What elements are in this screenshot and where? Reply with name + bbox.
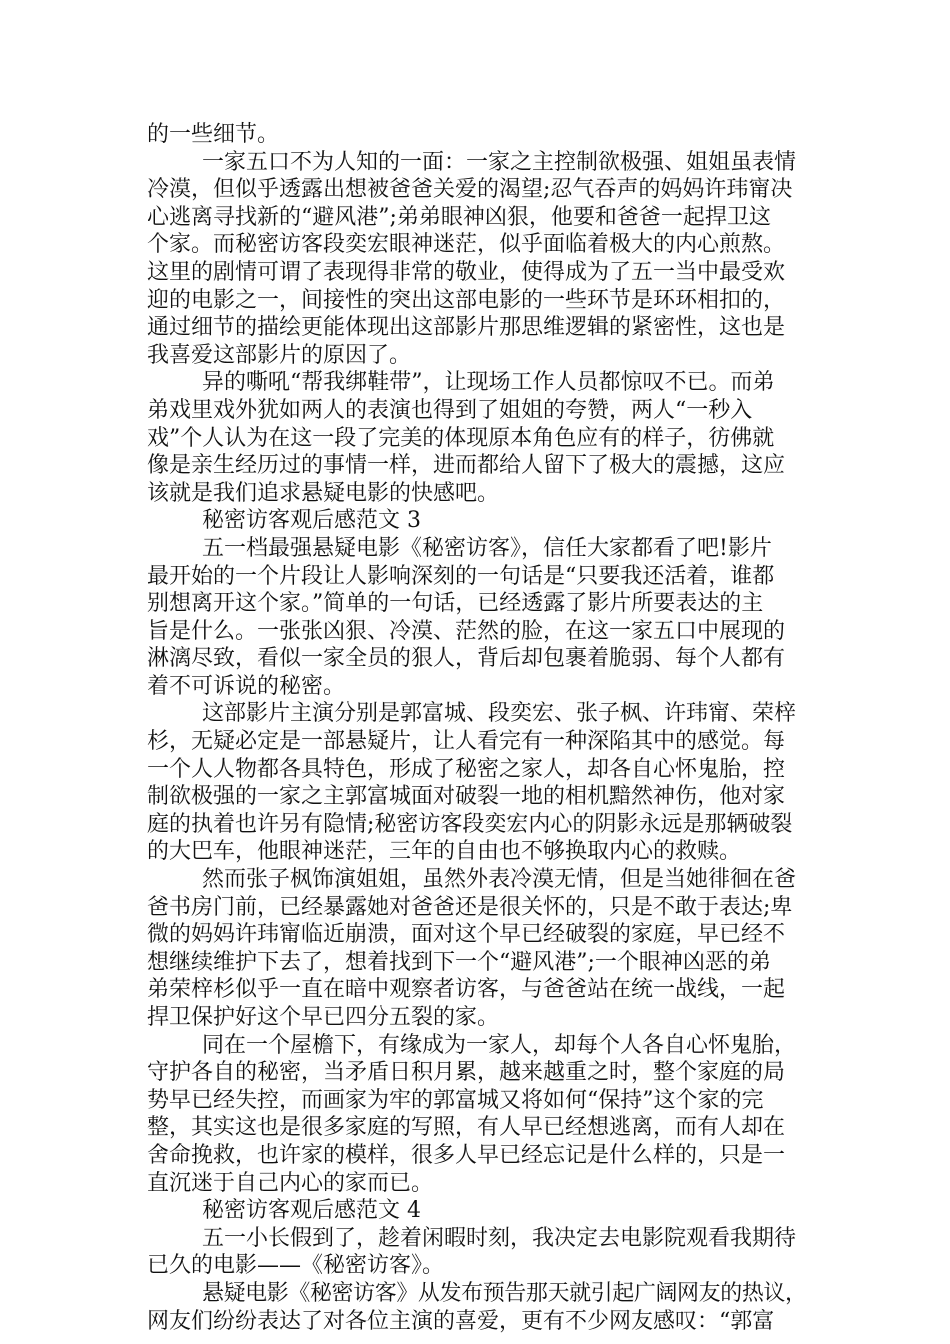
text-line: 杉，无疑必定是一部悬疑片，让人看完有一种深陷其中的感觉。每 <box>147 729 786 755</box>
text-line: 最开始的一个片段让人影响深刻的一句话是“只要我还活着，谁都 <box>147 563 775 589</box>
text-line: 守护各自的秘密，当矛盾日积月累，越来越重之时，整个家庭的局 <box>147 1060 786 1086</box>
text-line: 的一些细节。 <box>147 122 280 147</box>
document-body <box>147 121 807 1335</box>
text-line: 异的嘶吼“帮我绑鞋带”，让现场工作人员都惊叹不已。而弟 <box>202 370 775 396</box>
text-line: 五一小长假到了，趁着闲暇时刻，我决定去电影院观看我期待 <box>202 1225 797 1251</box>
text-line: 旨是什么。一张张凶狠、冷漠、茫然的脸，在这一家五口中展现的 <box>147 618 786 644</box>
text-line: 制欲极强的一家之主郭富城面对破裂一地的相机黯然神伤，他对家 <box>147 784 786 810</box>
text-line: 势早已经失控，而画家为牢的郭富城又将如何“保持”这个家的完 <box>147 1087 764 1113</box>
text-line: 整，其实这也是很多家庭的写照，有人早已经想逃离，而有人却在 <box>147 1115 786 1141</box>
text-line: 这部影片主演分别是郭富城、段奕宏、张子枫、许玮甯、荣梓 <box>202 701 797 727</box>
text-line: 个家。而秘密访客段奕宏眼神迷茫，似乎面临着极大的内心煎熬。 <box>147 232 786 258</box>
text-line: 通过细节的描绘更能体现出这部影片那思维逻辑的紧密性，这也是 <box>147 315 786 341</box>
text-line: 心逃离寻找新的“避风港”;弟弟眼神凶狠，他要和爸爸一起捍卫这 <box>147 204 771 230</box>
text-line: 网友们纷纷表达了对各位主演的喜爱，更有不少网友感叹：“郭富 <box>147 1308 775 1334</box>
text-line: 该就是我们追求悬疑电影的快感吧。 <box>147 480 500 506</box>
text-line: 冷漠，但似乎透露出想被爸爸关爱的渴望;忍气吞声的妈妈许玮甯决 <box>147 177 793 203</box>
text-line: 弟荣梓杉似乎一直在暗中观察者访客，与爸爸站在统一战线，一起 <box>147 977 786 1003</box>
text-line: 这里的剧情可谓了表现得非常的敬业，使得成为了五一当中最受欢 <box>147 259 786 285</box>
text-line: 迎的电影之一，间接性的突出这部电影的一些环节是环环相扣的， <box>147 287 786 313</box>
text-line: 戏”个人认为在这一段了完美的体现原本角色应有的样子，彷佛就 <box>147 425 775 451</box>
text-line: 悬疑电影《秘密访客》从发布预告那天就引起广阔网友的热议， <box>202 1280 807 1306</box>
text-line: 已久的电影——《秘密访客》。 <box>147 1253 445 1279</box>
text-line: 淋漓尽致，看似一家全员的狠人，背后却包裹着脆弱、每个人都有 <box>147 646 786 672</box>
text-line: 的大巴车，他眼神迷茫，三年的自由也不够换取内心的救赎。 <box>147 839 742 865</box>
text-line: 五一档最强悬疑电影《秘密访客》，信任大家都看了吧!影片 <box>202 535 772 561</box>
text-line: 微的妈妈许玮甯临近崩溃，面对这个早已经破裂的家庭，早已经不 <box>147 922 786 948</box>
text-line: 想继续维护下去了，想着找到下一个“避风港”;一个眼神凶恶的弟 <box>147 949 771 975</box>
text-line: 一个人人物都各具特色，形成了秘密之家人，却各自心怀鬼胎，控 <box>147 756 786 782</box>
text-line: 着不可诉说的秘密。 <box>147 673 346 699</box>
text-line: 直沉迷于自己内心的家而已。 <box>147 1170 434 1196</box>
text-line: 秘密访客观后感范文 4 <box>202 1198 421 1224</box>
text-line: 弟戏里戏外犹如两人的表演也得到了姐姐的夸赞，两人“一秒入 <box>147 397 753 423</box>
text-line: 爸书房门前，已经暴露她对爸爸还是很关怀的，只是不敢于表达;卑 <box>147 894 793 920</box>
text-line: 舍命挽救，也许家的模样，很多人早已经忘记是什么样的，只是一 <box>147 1142 786 1168</box>
text-line: 捍卫保护好这个早已四分五裂的家。 <box>147 1005 500 1030</box>
text-line: 像是亲生经历过的事情一样，进而都给人留下了极大的震撼，这应 <box>147 453 786 479</box>
text-line: 别想离开这个家。”简单的一句话，已经透露了影片所要表达的主 <box>147 591 764 617</box>
text-line: 庭的执着也许另有隐情;秘密访客段奕宏内心的阴影永远是那辆破裂 <box>147 811 793 837</box>
text-line: 秘密访客观后感范文 3 <box>202 508 421 534</box>
text-line: 我喜爱这部影片的原因了。 <box>147 342 412 368</box>
text-line: 一家五口不为人知的一面：一家之主控制欲极强、姐姐虽表情 <box>202 149 797 175</box>
text-line: 然而张子枫饰演姐姐，虽然外表冷漠无情，但是当她徘徊在爸 <box>202 867 797 893</box>
text-line: 同在一个屋檐下，有缘成为一家人，却每个人各自心怀鬼胎， <box>202 1032 797 1058</box>
